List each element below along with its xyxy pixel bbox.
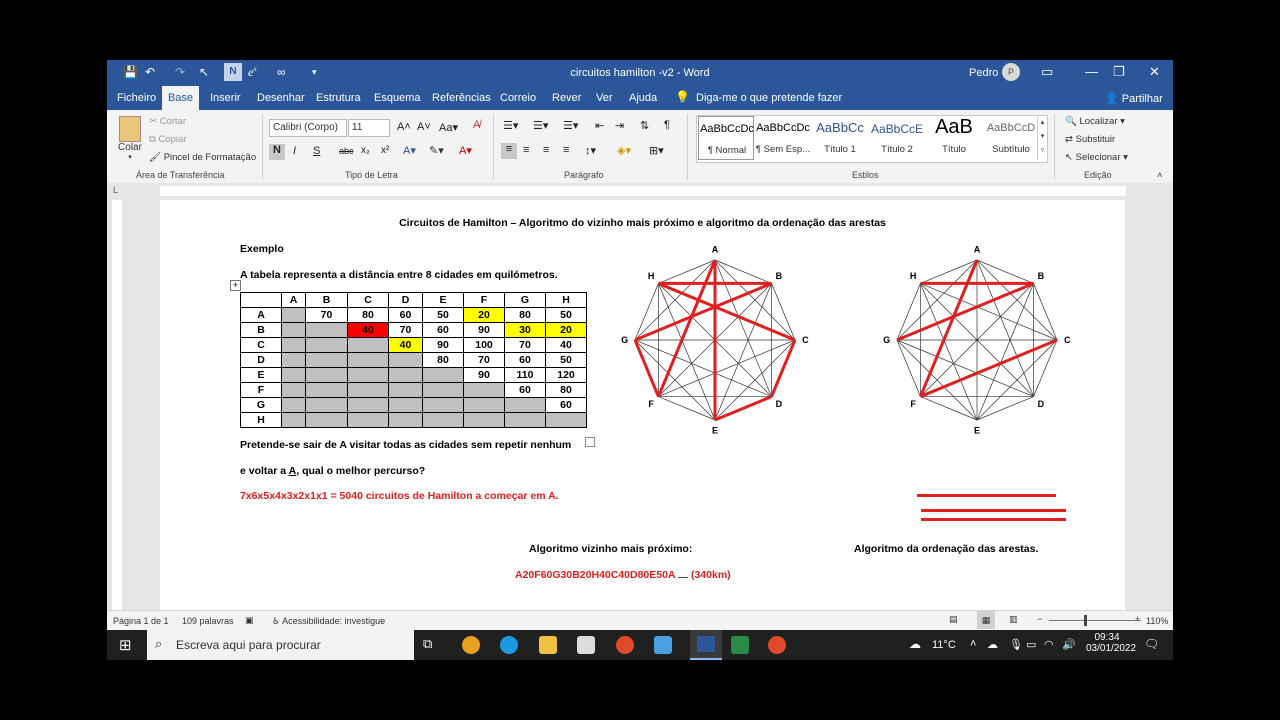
table-cell[interactable]: 50 xyxy=(546,353,587,368)
pointer-icon[interactable]: ↖ xyxy=(199,65,210,79)
shading-icon[interactable]: ◈▾ xyxy=(617,145,631,157)
graph-nearest-neighbour xyxy=(620,244,810,436)
table-cell[interactable] xyxy=(282,383,306,398)
vertex-label: H xyxy=(909,271,917,282)
table-cell[interactable] xyxy=(423,368,464,383)
graph-edge xyxy=(920,283,1057,340)
table-cell[interactable]: 80 xyxy=(348,308,389,323)
table-cell[interactable]: 60 xyxy=(505,353,546,368)
line-spacing-icon[interactable]: ↕▾ xyxy=(585,145,597,157)
edge-icon[interactable] xyxy=(500,636,518,654)
graph-edge xyxy=(897,340,1034,397)
styles-scroll[interactable]: ▴ ▾ ▿ xyxy=(1037,116,1047,160)
table-cell[interactable]: 80 xyxy=(423,353,464,368)
avatar[interactable]: P xyxy=(1002,63,1020,81)
web-layout-icon[interactable]: ▥ xyxy=(1009,614,1018,624)
table-cell[interactable]: E xyxy=(241,368,282,383)
minimize-icon[interactable]: — xyxy=(1085,64,1098,79)
editing-group-label: Edição xyxy=(1084,170,1112,180)
table-header-cell[interactable]: E xyxy=(423,293,464,308)
calculator-icon[interactable] xyxy=(731,636,749,654)
taskbar-search[interactable]: ⌕ Escreva aqui para procurar xyxy=(147,630,414,660)
windows-start-icon[interactable]: ⊞ xyxy=(119,637,132,654)
tab-mailings[interactable]: Correio xyxy=(500,92,537,104)
search-icon: ⌕ xyxy=(155,636,163,651)
accessibility-status[interactable]: ♿ Acessibilidade: investigue xyxy=(272,616,386,626)
vertex-label: E xyxy=(973,425,981,436)
table-cell[interactable]: 120 xyxy=(546,368,587,383)
graph-edge xyxy=(920,283,977,420)
chevron-up-icon[interactable]: ˄ xyxy=(970,638,977,650)
table-cell[interactable] xyxy=(389,383,423,398)
table-cell[interactable]: 80 xyxy=(546,383,587,398)
tell-me-search[interactable]: Diga-me o que pretende fazer xyxy=(696,92,843,104)
table-header-cell[interactable]: G xyxy=(505,293,546,308)
table-cell[interactable] xyxy=(348,398,389,413)
styles-group-label: Estilos xyxy=(852,170,879,180)
tab-insert[interactable]: Inserir xyxy=(210,92,241,104)
borders-icon[interactable]: ⊞▾ xyxy=(649,145,664,157)
table-cell[interactable] xyxy=(306,338,348,353)
wifi-icon[interactable]: ◠ xyxy=(1044,639,1054,651)
table-cell[interactable]: 70 xyxy=(505,338,546,353)
vertex-label: F xyxy=(910,398,916,409)
ink-stroke-3 xyxy=(921,518,1066,521)
table-row xyxy=(241,413,587,428)
divider xyxy=(1054,114,1055,180)
print-layout-icon[interactable]: ▦ xyxy=(977,611,995,629)
store-icon[interactable] xyxy=(577,636,595,654)
pilcrow-icon[interactable]: ¶ xyxy=(664,119,670,131)
page-count[interactable]: Página 1 de 1 xyxy=(113,616,169,626)
table-cell[interactable]: G xyxy=(241,398,282,413)
chrome-profile-icon[interactable] xyxy=(768,636,786,654)
paste-button[interactable]: Colar ▾ xyxy=(115,114,145,164)
table-row xyxy=(241,368,587,383)
tab-selector-icon[interactable]: L xyxy=(113,185,119,195)
grow-font-icon[interactable]: A˄ xyxy=(397,121,411,133)
font-name-select[interactable]: Calibri (Corpo) xyxy=(269,119,347,137)
table-cell[interactable] xyxy=(464,383,505,398)
user-name[interactable]: Pedro xyxy=(969,67,999,79)
table-cell[interactable] xyxy=(464,398,505,413)
weather-temp[interactable]: 11°C xyxy=(932,639,956,651)
table-cell[interactable]: H xyxy=(241,413,282,428)
sort-icon[interactable]: ⇅ xyxy=(640,120,650,132)
table-cell[interactable] xyxy=(348,338,389,353)
word-taskbar-icon[interactable] xyxy=(690,630,722,660)
numbering-icon[interactable]: ☰▾ xyxy=(533,120,549,132)
accessibility-icon: ♿ xyxy=(272,616,281,626)
table-header-row xyxy=(241,293,587,308)
table-cell[interactable] xyxy=(306,413,348,428)
table-cell[interactable]: 50 xyxy=(423,308,464,323)
zoom-thumb[interactable] xyxy=(1084,615,1087,626)
customize-qat-icon[interactable]: ▾ xyxy=(312,67,317,77)
vertex-label: B xyxy=(1037,271,1045,282)
file-explorer-icon[interactable] xyxy=(539,636,557,654)
infinity-icon[interactable]: ∞ xyxy=(277,65,286,79)
table-cell[interactable] xyxy=(348,383,389,398)
decrease-indent-icon[interactable]: ⇤ xyxy=(595,120,605,132)
table-row xyxy=(241,323,587,338)
tab-layout[interactable]: Esquema xyxy=(374,92,421,104)
table-cell[interactable]: 60 xyxy=(546,398,587,413)
vertex-label: G xyxy=(621,335,629,345)
ink-stroke-1 xyxy=(917,494,1056,497)
style-heading1[interactable]: AaBbCc Título 1 xyxy=(816,120,864,155)
document-page[interactable] xyxy=(160,200,1125,660)
table-cell[interactable] xyxy=(389,368,423,383)
table-cell[interactable]: 20 xyxy=(546,323,587,338)
table-cell[interactable]: 70 xyxy=(389,323,423,338)
replace-button[interactable]: ⇄ Substituir xyxy=(1065,134,1116,145)
share-button[interactable]: 👤 Partilhar xyxy=(1105,93,1163,105)
strikethrough-button[interactable]: abc xyxy=(339,146,354,156)
word-count[interactable]: 109 palavras xyxy=(182,616,234,626)
status-bar xyxy=(107,610,1173,631)
table-cell[interactable] xyxy=(389,353,423,368)
table-header-cell[interactable] xyxy=(241,293,282,308)
style-heading2[interactable]: AaBbCcE Título 2 xyxy=(870,122,924,155)
font-color-icon[interactable]: A▾ xyxy=(459,145,472,157)
find-button[interactable]: 🔍 Localizar ▾ xyxy=(1065,116,1125,127)
distance-table xyxy=(240,292,587,428)
table-cell[interactable]: B xyxy=(241,323,282,338)
font-size-select[interactable]: 11 xyxy=(348,119,390,137)
table-cell[interactable] xyxy=(505,413,546,428)
table-cell[interactable]: 90 xyxy=(423,338,464,353)
tab-view[interactable]: Ver xyxy=(596,92,613,104)
tab-design[interactable]: Estrutura xyxy=(316,92,361,104)
weather-icon[interactable]: ☁ xyxy=(909,637,921,651)
table-header-cell[interactable]: F xyxy=(464,293,505,308)
ribbon-display-icon[interactable]: ▭ xyxy=(1041,64,1054,79)
vertex-label: D xyxy=(1037,398,1045,409)
task-view-icon[interactable]: ⧉ xyxy=(423,636,433,651)
underline-button[interactable]: S xyxy=(313,145,321,157)
styles-gallery xyxy=(696,115,1048,163)
bullets-icon[interactable]: ☰▾ xyxy=(503,120,519,132)
vertex-label: C xyxy=(802,335,809,345)
table-cell[interactable]: 20 xyxy=(464,308,505,323)
zoom-in-icon[interactable]: + xyxy=(1135,614,1141,624)
table-cell[interactable]: C xyxy=(241,338,282,353)
increase-indent-icon[interactable]: ⇥ xyxy=(615,120,625,132)
table-cell[interactable] xyxy=(306,368,348,383)
table-cell[interactable] xyxy=(348,353,389,368)
proofing-icon[interactable]: ▣ xyxy=(245,615,254,625)
intro-text: A tabela representa a distância entre 8 cidades em quilómetros. xyxy=(240,269,558,281)
table-header-cell[interactable]: B xyxy=(306,293,348,308)
divider xyxy=(687,114,688,180)
table-header-cell[interactable]: A xyxy=(282,293,306,308)
horizontal-ruler[interactable] xyxy=(107,183,1173,199)
vertex-label: D xyxy=(775,398,783,409)
vertex-label: C xyxy=(1064,335,1071,345)
person-icon: 👤 xyxy=(1105,93,1119,105)
mail-icon[interactable] xyxy=(654,636,672,654)
hamilton-count-line: 7x6x5x4x3x2x1x1 = 5040 circuitos de Hamilton a começar em A. xyxy=(240,490,559,502)
ink-stroke-2 xyxy=(921,509,1066,512)
zoom-slider[interactable] xyxy=(1049,620,1141,621)
table-cell[interactable] xyxy=(348,368,389,383)
graph-edge-sort xyxy=(882,244,1072,436)
table-cell[interactable] xyxy=(282,338,306,353)
tab-references[interactable]: Referências xyxy=(432,92,491,104)
table-cell[interactable] xyxy=(306,383,348,398)
tab-file[interactable]: Ficheiro xyxy=(117,92,157,104)
paragraph-group-label: Parágrafo xyxy=(564,170,604,180)
chrome-icon[interactable] xyxy=(616,636,634,654)
highlighted-edge xyxy=(658,283,795,340)
style-no-spacing[interactable]: AaBbCcDc ¶ Sem Esp... xyxy=(755,122,811,155)
table-cell[interactable]: 80 xyxy=(505,308,546,323)
widgets-icon[interactable] xyxy=(462,636,480,654)
divider xyxy=(493,114,494,180)
bold-button[interactable]: N xyxy=(269,144,285,160)
clock[interactable]: 09:34 03/01/2022 xyxy=(1086,632,1137,654)
multilevel-icon[interactable]: ☰▾ xyxy=(563,120,579,132)
table-cell[interactable]: F xyxy=(241,383,282,398)
cut-button[interactable]: ✂ Cortar xyxy=(149,116,187,127)
tab-draw[interactable]: Desenhar xyxy=(257,92,305,104)
close-icon[interactable]: ✕ xyxy=(1149,64,1160,79)
table-cell[interactable]: 40 xyxy=(348,323,389,338)
table-resize-handle[interactable] xyxy=(585,437,595,447)
table-cell[interactable]: 70 xyxy=(464,353,505,368)
style-subtitle[interactable]: AaBbCcD Subtítulo xyxy=(986,122,1036,155)
table-header-cell[interactable]: C xyxy=(348,293,389,308)
table-move-handle-icon[interactable]: + xyxy=(230,280,241,291)
table-cell[interactable] xyxy=(505,398,546,413)
table-cell[interactable] xyxy=(306,353,348,368)
vertex-label: A xyxy=(711,244,719,255)
nearest-neighbour-result: A20F60G30B20H40C40D80E50A (340km) xyxy=(515,569,731,581)
collapse-ribbon-icon[interactable]: ˄ xyxy=(1157,170,1163,181)
style-title[interactable]: AaB Título xyxy=(935,116,973,155)
table-row xyxy=(241,383,587,398)
table-cell[interactable] xyxy=(464,413,505,428)
chevron-down-icon: ▾ xyxy=(128,154,132,161)
table-cell[interactable]: 100 xyxy=(464,338,505,353)
table-header-cell[interactable]: D xyxy=(389,293,423,308)
table-cell[interactable] xyxy=(282,368,306,383)
ribbon-home xyxy=(107,110,1173,184)
table-cell[interactable] xyxy=(546,413,587,428)
table-cell[interactable]: 60 xyxy=(389,308,423,323)
copy-button[interactable]: ⧉ Copiar xyxy=(149,134,187,145)
network-status-icon[interactable]: ☁ xyxy=(987,639,998,651)
table-row xyxy=(241,308,587,323)
word-window xyxy=(107,60,1173,660)
document-title: circuitos hamilton -v2 - Word xyxy=(570,67,710,79)
vertex-label: E xyxy=(711,425,719,436)
align-right-icon[interactable]: ≡ xyxy=(543,144,550,156)
font-group-label: Tipo de Letra xyxy=(345,170,398,180)
shrink-font-icon[interactable]: A˅ xyxy=(417,121,431,133)
table-cell[interactable] xyxy=(423,383,464,398)
format-painter-button[interactable]: 🖌 Pincel de Formatação xyxy=(149,152,257,163)
table-cell[interactable] xyxy=(389,413,423,428)
redo-icon[interactable]: ↷ xyxy=(175,65,186,79)
notifications-icon[interactable]: 🗨 xyxy=(1144,637,1160,651)
table-header-cell[interactable]: H xyxy=(546,293,587,308)
table-cell[interactable]: 60 xyxy=(423,323,464,338)
title-bar xyxy=(107,60,1173,86)
ribbon-tabs xyxy=(107,86,1173,110)
italic-button[interactable]: I xyxy=(293,145,297,157)
clear-format-icon[interactable]: A̸ xyxy=(473,119,481,131)
table-cell[interactable]: 90 xyxy=(464,368,505,383)
table-cell[interactable] xyxy=(282,413,306,428)
align-left-icon[interactable]: ≡ xyxy=(501,143,517,159)
zoom-level[interactable]: 110% xyxy=(1146,616,1169,626)
table-cell[interactable]: 70 xyxy=(306,308,348,323)
example-label: Exemplo xyxy=(240,243,284,255)
table-cell[interactable]: 50 xyxy=(546,308,587,323)
zoom-out-icon[interactable]: − xyxy=(1037,614,1043,624)
question-line-1: Pretende-se sair de A visitar todas as cidades sem repetir nenhum xyxy=(240,439,572,451)
volume-icon[interactable]: 🔊 xyxy=(1062,639,1076,651)
table-cell[interactable]: D xyxy=(241,353,282,368)
table-cell[interactable] xyxy=(423,398,464,413)
table-cell[interactable] xyxy=(423,413,464,428)
superscript-button[interactable]: x² xyxy=(381,145,390,156)
lightbulb-icon: 💡 xyxy=(675,90,690,104)
subscript-button[interactable]: x₂ xyxy=(361,145,370,156)
vertex-label: H xyxy=(647,271,655,282)
table-cell[interactable] xyxy=(282,308,306,323)
table-cell[interactable]: 40 xyxy=(389,338,423,353)
clipboard-group-label: Área de Transferência xyxy=(136,170,225,180)
nearest-neighbour-title: Algoritmo vizinho mais próximo: xyxy=(529,543,693,555)
select-button[interactable]: ↖ Selecionar ▾ xyxy=(1065,152,1128,163)
table-cell[interactable] xyxy=(389,398,423,413)
equation-icon[interactable]: $e^x$ xyxy=(248,65,257,79)
table-cell[interactable]: 40 xyxy=(546,338,587,353)
tab-home[interactable]: Base xyxy=(162,86,199,110)
divider xyxy=(262,114,263,180)
clipboard-icon xyxy=(119,116,141,142)
change-case-icon[interactable]: Aa▾ xyxy=(439,122,458,134)
vertex-label: G xyxy=(883,335,891,345)
table-cell[interactable] xyxy=(282,353,306,368)
table-cell[interactable] xyxy=(282,398,306,413)
doc-heading: Circuitos de Hamilton – Algoritmo do vizinho mais próximo e algoritmo da ordenação das arestas xyxy=(399,217,886,229)
table-cell[interactable]: 30 xyxy=(505,323,546,338)
tab-help[interactable]: Ajuda xyxy=(629,92,658,104)
table-cell[interactable] xyxy=(306,398,348,413)
restore-icon[interactable]: ❐ xyxy=(1113,64,1125,79)
table-row xyxy=(241,398,587,413)
table-cell[interactable] xyxy=(282,323,306,338)
justify-icon[interactable]: ≡ xyxy=(563,144,570,156)
edge-sort-title: Algoritmo da ordenação das arestas. xyxy=(854,543,1039,555)
windows-taskbar xyxy=(107,630,1173,660)
vertex-label: A xyxy=(973,244,981,255)
table-row xyxy=(241,338,587,353)
highlight-icon[interactable]: ✎▾ xyxy=(429,145,444,157)
style-normal[interactable]: AaBbCcDc ¶ Normal xyxy=(698,116,754,160)
autosave-badge[interactable]: N xyxy=(224,63,242,81)
graph-edge xyxy=(977,260,1034,397)
align-center-icon[interactable]: ≡ xyxy=(523,144,530,156)
vertical-ruler xyxy=(112,200,122,650)
table-cell[interactable] xyxy=(348,413,389,428)
microphone-icon[interactable]: 🎙 xyxy=(1009,639,1023,651)
table-cell[interactable]: 90 xyxy=(464,323,505,338)
save-icon[interactable]: 💾 xyxy=(123,65,138,79)
vertex-label: F xyxy=(648,398,654,409)
question-line-2: e voltar a A, qual o melhor percurso? xyxy=(240,465,426,477)
table-cell[interactable]: A xyxy=(241,308,282,323)
text-effects-icon[interactable]: A▾ xyxy=(403,145,416,157)
read-mode-icon[interactable]: ▤ xyxy=(949,614,958,624)
table-cell[interactable] xyxy=(306,323,348,338)
table-cell[interactable]: 60 xyxy=(505,383,546,398)
ruler-scale xyxy=(160,186,1126,196)
vertex-label: B xyxy=(775,271,783,282)
table-row xyxy=(241,353,587,368)
battery-icon[interactable]: ▭ xyxy=(1026,639,1037,651)
table-cell[interactable]: 110 xyxy=(505,368,546,383)
undo-icon[interactable]: ↶ xyxy=(145,65,156,79)
tab-review[interactable]: Rever xyxy=(552,92,582,104)
